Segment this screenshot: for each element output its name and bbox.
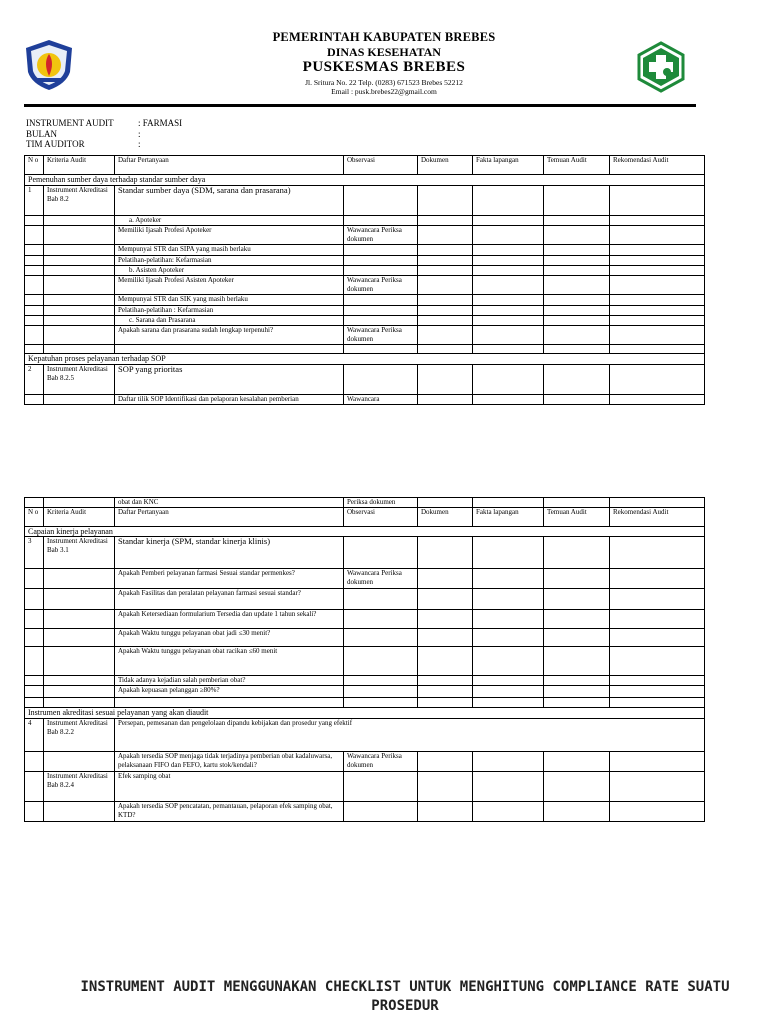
header-no: N o [25,156,44,175]
table-row [25,216,705,226]
table-row [25,537,705,569]
question-cell: Pelatihan-pelatihan: Kefarmasian [115,256,344,266]
audit-meta [26,118,182,150]
section-row [25,708,705,719]
row-no: 4 [25,719,44,752]
header-dokumen: Dokumen [418,156,473,175]
kriteria-cell: Instrument Akreditasi Bab 8.2.4 [44,772,115,802]
kriteria-cell: Instrument Akreditasi Bab 8.2.2 [44,719,115,752]
question-cell: Apakah Ketersediaan formularium Tersedia dan update 1 tahun sekali? [115,610,344,629]
standard-cell: Standar sumber daya (SDM, sarana dan prasarana) [115,186,344,216]
table-row [25,395,705,405]
question-cell: Apakah kepuasan pelanggan ≥80%? [115,686,344,698]
instrument-label: INSTRUMENT AUDIT [26,118,114,128]
question-cell: Memiliki Ijasah Profesi Apoteker [115,226,344,245]
question-cell: Apakah Pemberi pelayanan farmasi Sesuai standar permenkes? [115,569,344,589]
question-cell: obat dan KNC [115,498,344,508]
audit-table-page-1 [24,155,705,405]
table-row [25,752,705,772]
tim-auditor-label: TIM AUDITOR [26,139,85,149]
puskesmas-logo [634,40,688,94]
kriteria-cell: Instrument Akreditasi Bab 8.2.5 [44,365,115,395]
caption-title: INSTRUMENT AUDIT MENGGUNAKAN CHECKLIST UNTUK MENGHITUNG COMPLIANCE RATE SUATU PROSEDUR [80,979,730,1014]
question-cell: Apakah Waktu tunggu pelayanan obat jadi ≤30 menit? [115,629,344,647]
observation-cell: Wawancara Periksa dokumen [344,569,418,589]
question-cell: Apakah Waktu tunggu pelayanan obat racikan ≤60 menit [115,647,344,676]
table-row [25,316,705,326]
standard-cell: Efek samping obat [115,772,344,802]
section-title: Instrumen akreditasi sesuai pelayanan yang akan diaudit [25,708,705,719]
standard-cell: Persepan, pemesanan dan pengelolaan dipandu kebijakan dan prosedur yang efektif [115,719,705,752]
table-row [25,772,705,802]
table-row [25,276,705,295]
puskesmas-name: PUSKESMAS BREBES [302,59,466,75]
table-row [25,345,705,354]
instrument-value: : FARMASI [138,118,183,128]
header-divider [24,104,696,107]
header-rekomendasi: Rekomendasi Audit [610,508,705,527]
address: Jl. Sritura No. 22 Telp. (0283) 671523 Brebes 52212 [305,78,463,87]
question-cell: Apakah Fasilitas dan peralatan pelayanan farmasi sesuai standar? [115,589,344,610]
header-dokumen: Dokumen [418,508,473,527]
observation-cell: Periksa dokumen [344,498,418,508]
table-row [25,498,705,508]
header-daftar: Daftar Pertanyaan [115,508,344,527]
question-cell: Memiliki Ijasah Profesi Asisten Apoteker [115,276,344,295]
header-daftar: Daftar Pertanyaan [115,156,344,175]
question-cell: Apakah tersedia SOP pencatatan, pemantauan, pelaporan efek samping obat, KTD? [115,802,344,822]
table-row [25,295,705,306]
table-row [25,647,705,676]
table-row [25,629,705,647]
table-row [25,266,705,276]
header-kriteria: Kriteria Audit [44,156,115,175]
section-title: Kepatuhan proses pelayanan terhadap SOP [25,354,705,365]
table-row [25,256,705,266]
table-row [25,610,705,629]
audit-table-page-2 [24,497,705,822]
question-cell: Apakah tersedia SOP menjaga tidak terjadinya pemberian obat kadaluwarsa, pelaksanaan FIFO dan FEFO, kartu stok/kendali? [115,752,344,772]
bulan-label: BULAN [26,128,57,139]
question-cell: Mempunyai STR dan SIPA yang masih berlaku [115,245,344,256]
table-row [25,186,705,216]
government-name: PEMERINTAH KABUPATEN BREBES [272,30,496,44]
subheading-cell: c. Sarana dan Prasarana [115,316,344,326]
table-row [25,569,705,589]
section-row [25,527,705,537]
table-row [25,802,705,822]
section-title: Capaian kinerja pelayanan [25,527,705,537]
header-rekomendasi: Rekomendasi Audit [610,156,705,175]
standard-cell: SOP yang prioritas [115,365,344,395]
email: Email : pusk.brebes22@gmail.com [331,87,437,96]
letterhead [0,0,768,110]
section-row [25,175,705,186]
question-cell: Pelatihan-pelatihan : Kefarmasian [115,306,344,316]
table-row [25,226,705,245]
kriteria-cell: Instrument Akreditasi Bab 3.1 [44,537,115,569]
header-no: N o [25,508,44,527]
table-row [25,365,705,395]
observation-cell: Wawancara Periksa dokumen [344,752,418,772]
section-row [25,354,705,365]
table-row [25,326,705,345]
table-row [25,306,705,316]
table-row [25,719,705,752]
table-row [25,245,705,256]
table-row [25,589,705,610]
observation-cell: Wawancara Periksa dokumen [344,276,418,295]
question-cell: Apakah sarana dan prasarana sudah lengkap terpenuhi? [115,326,344,345]
row-no: 1 [25,186,44,216]
table-row [25,686,705,698]
header-observasi: Observasi [344,508,418,527]
row-no: 3 [25,537,44,569]
observation-cell: Wawancara Periksa dokumen [344,326,418,345]
observation-cell: Wawancara [344,395,418,405]
header-fakta: Fakta lapangan [473,156,544,175]
question-cell: Tidak adanya kejadian salah pemberian obat? [115,676,344,686]
kriteria-cell: Instrument Akreditasi Bab 8.2 [44,186,115,216]
question-cell: Mempunyai STR dan SIK yang masih berlaku [115,295,344,306]
header-observasi: Observasi [344,156,418,175]
header-kriteria: Kriteria Audit [44,508,115,527]
standard-cell: Standar kinerja (SPM, standar kinerja klinis) [115,537,344,569]
subheading-cell: a. Apoteker [115,216,344,226]
bulan-value: : [138,128,141,139]
department-name: DINAS KESEHATAN [327,45,441,59]
tim-auditor-value: : [138,139,141,149]
header-temuan: Temuan Audit [544,508,610,527]
header-temuan: Temuan Audit [544,156,610,175]
question-cell: Daftar tilik SOP Identifikasi dan pelaporan kesalahan pemberian [115,395,344,405]
table-header-row [25,156,705,175]
table-row [25,698,705,708]
section-title: Pemenuhan sumber daya terhadap standar sumber daya [25,175,705,186]
header-fakta: Fakta lapangan [473,508,544,527]
row-no: 2 [25,365,44,395]
table-row [25,676,705,686]
table-header-row [25,508,705,527]
observation-cell: Wawancara Periksa dokumen [344,226,418,245]
subheading-cell: b. Asisten Apoteker [115,266,344,276]
